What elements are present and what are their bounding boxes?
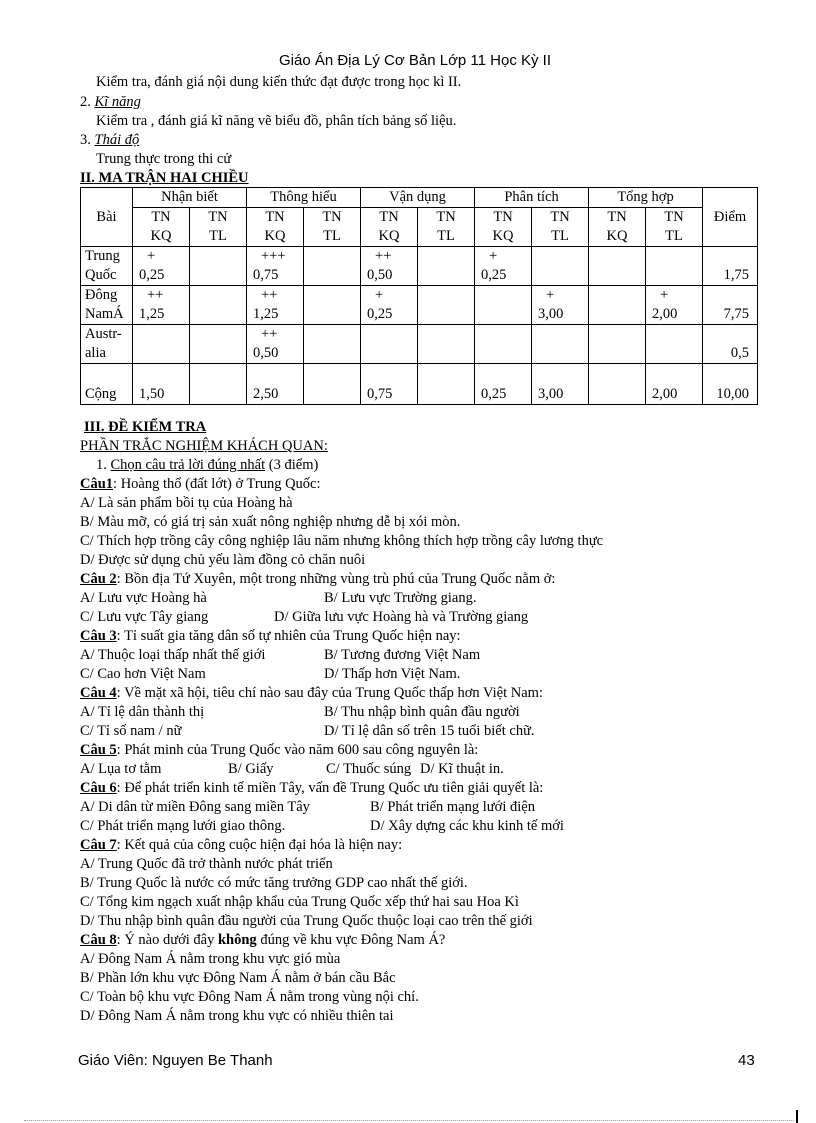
cell-value <box>422 266 474 285</box>
cell-value: 1,50 <box>139 386 165 402</box>
matrix-cell <box>532 247 589 286</box>
cell-mark <box>650 325 702 344</box>
sub-header: TN KQ <box>247 208 304 247</box>
question-text: : Kết quả của công cuộc hiện đại hóa là hiện nay: <box>116 837 403 853</box>
cell-mark <box>422 286 474 305</box>
question-text: : Phát minh của Trung Quốc vào năm 600 sau công nguyên là: <box>116 742 479 758</box>
q6-option-d: D/ Xây dựng các khu kinh tế mới <box>370 818 564 834</box>
matrix-sub-row <box>81 208 758 247</box>
matrix-cell <box>589 325 646 364</box>
cell-value <box>650 266 702 285</box>
cell-value <box>308 266 360 285</box>
q2-option-a: A/ Lưu vực Hoàng hà <box>80 590 207 606</box>
q8-option-a: A/ Đông Nam Á nằm trong khu vực gió mùa <box>80 951 341 967</box>
matrix-cell <box>646 247 703 286</box>
matrix-cell <box>247 364 304 405</box>
q7-option-d: D/ Thu nhập bình quân đầu người của Trung Quốc thuộc loại cao trên thế giới <box>80 913 533 929</box>
cell-value <box>650 344 702 363</box>
matrix-cell <box>190 247 247 286</box>
row-name-line-2: alia <box>85 345 106 361</box>
matrix-cell <box>418 364 475 405</box>
question-label: Câu 7 <box>80 837 117 853</box>
matrix-cell <box>646 286 703 325</box>
matrix-cell <box>475 286 532 325</box>
matrix-cell <box>532 286 589 325</box>
cell-value: 0,50 <box>367 267 393 283</box>
row-total: 10,00 <box>703 364 758 405</box>
matrix-cell <box>418 286 475 325</box>
sub-header: TN KQ <box>475 208 532 247</box>
sub-header: TN KQ <box>361 208 418 247</box>
section-3-title-text: III. ĐỀ KIỂM TRA <box>84 419 207 435</box>
cell-mark <box>251 364 303 385</box>
cell-value <box>536 266 588 285</box>
q1-option-b: B/ Màu mỡ, có giá trị sản xuất nông nghiệp nhưng dễ bị xói mòn. <box>80 514 461 530</box>
question-text: : Về mặt xã hội, tiêu chí nào sau đây của Trung Quốc thấp hơn Việt Nam: <box>116 685 543 701</box>
instruction-rest: (3 điểm) <box>265 457 319 473</box>
q8-option-d: D/ Đông Nam Á nằm trong khu vực có nhiều thiên tai <box>80 1008 394 1024</box>
cell-value <box>422 305 474 324</box>
cell-value: 0,75 <box>367 386 393 402</box>
cell-mark <box>593 364 645 385</box>
matrix-cell <box>247 325 304 364</box>
matrix-cell <box>190 286 247 325</box>
page-bottom-divider <box>24 1120 794 1121</box>
cell-value: 0,25 <box>481 267 507 283</box>
cell-value <box>479 344 531 363</box>
sub-header: TN KQ <box>589 208 646 247</box>
q7-option-c: C/ Tổng kim ngạch xuất nhập khẩu của Trung Quốc xếp thứ hai sau Hoa Kì <box>80 894 519 910</box>
row-name-line-1: Austr- <box>85 326 122 342</box>
row-name-line-1: Đông <box>85 287 118 303</box>
cell-mark: + <box>660 287 669 303</box>
sub-header: TN TL <box>646 208 703 247</box>
cell-mark <box>536 247 588 266</box>
attitude-text: Trung thực trong thi cử <box>96 151 232 167</box>
cell-mark: ++ <box>261 326 278 342</box>
question-text: : Để phát triển kinh tế miền Tây, vấn đề Trung Quốc ưu tiên giải quyết là: <box>116 780 544 796</box>
section-3-title <box>84 418 206 437</box>
question-7 <box>80 836 402 855</box>
cell-value <box>194 266 246 285</box>
row-total: 1,75 <box>703 247 758 286</box>
cell-value: 1,25 <box>253 306 279 322</box>
cell-mark: ++ <box>375 248 392 264</box>
q5-option-c: C/ Thuốc súng <box>326 761 412 777</box>
cell-mark <box>137 364 189 385</box>
row-name-line-2: NamÁ <box>85 306 124 322</box>
q1-option-c: C/ Thích hợp trồng cây công nghiệp lâu năm nhưng không thích hợp trồng cây lương thực <box>80 533 604 549</box>
cell-mark <box>479 286 531 305</box>
page-header: Giáo Án Địa Lý Cơ Bản Lớp 11 Học Kỳ II <box>278 52 552 69</box>
matrix-cell <box>247 247 304 286</box>
cell-value <box>137 344 189 363</box>
cell-mark <box>422 364 474 385</box>
cell-value: 0,25 <box>367 306 393 322</box>
cell-value: 2,00 <box>652 386 678 402</box>
matrix-cell <box>532 325 589 364</box>
cell-value <box>308 344 360 363</box>
skills-text: Kiểm tra , đánh giá kĩ năng vẽ biểu đồ, phân tích bảng số liệu. <box>96 113 457 129</box>
page-edge-mark <box>796 1110 798 1123</box>
q7-option-b: B/ Trung Quốc là nước có mức tăng trưởng GDP cao nhất thế giới. <box>80 875 468 891</box>
attitude-number: 3. <box>80 132 91 148</box>
q4-option-c: C/ Tỉ số nam / nữ <box>80 723 182 739</box>
matrix-cell <box>304 364 361 405</box>
matrix-cell <box>133 364 190 405</box>
matrix-cell <box>133 247 190 286</box>
matrix-group-row <box>81 188 758 208</box>
matrix-cell <box>361 286 418 325</box>
cell-value <box>308 305 360 324</box>
page-number: 43 <box>738 1052 755 1069</box>
cell-value <box>422 385 474 404</box>
cell-value: 2,00 <box>652 306 678 322</box>
cell-mark <box>479 325 531 344</box>
q1-option-a: A/ Là sản phẩm bồi tụ của Hoàng hà <box>80 495 293 511</box>
question-label: Câu 3 <box>80 628 117 644</box>
skills-number: 2. <box>80 94 91 110</box>
question-4 <box>80 684 543 703</box>
matrix-cell <box>646 325 703 364</box>
row-name-line-2: Cộng <box>85 386 117 402</box>
cell-mark <box>137 325 189 344</box>
cell-mark <box>194 364 246 385</box>
row-name-line-1: Trung <box>85 248 120 264</box>
matrix-cell <box>133 286 190 325</box>
cell-mark <box>365 364 417 385</box>
cell-value <box>593 266 645 285</box>
cell-mark <box>194 247 246 266</box>
cell-value <box>365 344 417 363</box>
matrix-cell <box>361 325 418 364</box>
matrix-cell <box>361 364 418 405</box>
cell-mark <box>536 325 588 344</box>
sub-header: TN TL <box>190 208 247 247</box>
cell-value <box>422 344 474 363</box>
q5-option-b: B/ Giấy <box>228 761 274 777</box>
cell-value <box>593 385 645 404</box>
question-text-end: đúng về khu vực Đông Nam Á? <box>256 932 446 948</box>
cell-value <box>194 344 246 363</box>
cell-value: 2,50 <box>253 386 279 402</box>
matrix-cell <box>190 364 247 405</box>
matrix-cell <box>589 364 646 405</box>
cell-value <box>479 305 531 324</box>
question-2 <box>80 570 555 589</box>
cell-mark <box>422 247 474 266</box>
row-name-cell <box>81 325 133 364</box>
question-5 <box>80 741 478 760</box>
question-label: Câu 6 <box>80 780 117 796</box>
cell-mark <box>365 325 417 344</box>
attitude-heading <box>80 131 139 150</box>
cell-mark: + <box>546 287 555 303</box>
cell-mark <box>536 364 588 385</box>
row-name-line-1 <box>85 364 132 385</box>
matrix-cell <box>589 286 646 325</box>
sub-header: TN KQ <box>133 208 190 247</box>
group-tong-hop: Tổng hợp <box>589 188 703 208</box>
q3-option-a: A/ Thuộc loại thấp nhất thế giới <box>80 647 266 663</box>
matrix-cell <box>589 247 646 286</box>
matrix-cell <box>190 325 247 364</box>
cell-value <box>194 385 246 404</box>
instruction-emphasis: Chọn câu trả lời đúng nhất <box>110 457 266 473</box>
question-text: : Hoàng thổ (đất lớt) ở Trung Quốc: <box>113 476 321 492</box>
matrix-row <box>81 286 758 325</box>
matrix-cell <box>475 364 532 405</box>
matrix-cell <box>304 286 361 325</box>
sub-header: TN TL <box>418 208 475 247</box>
sub-header: TN TL <box>532 208 589 247</box>
skills-heading <box>80 93 141 112</box>
sub-header: TN TL <box>304 208 361 247</box>
cell-mark <box>479 364 531 385</box>
section-2-title: II. MA TRẬN HAI CHIỀU <box>80 170 249 186</box>
matrix-cell <box>304 325 361 364</box>
q4-option-b: B/ Thu nhập bình quân đầu người <box>324 704 520 720</box>
row-name-cell <box>81 286 133 325</box>
group-thong-hieu: Thông hiểu <box>247 188 361 208</box>
cell-mark <box>308 247 360 266</box>
footer-teacher: Giáo Viên: Nguyen Be Thanh <box>78 1052 273 1069</box>
matrix-cell <box>304 247 361 286</box>
group-nhan-biet: Nhận biết <box>133 188 247 208</box>
q6-option-c: C/ Phát triển mạng lưới giao thông. <box>80 818 286 834</box>
q2-option-d: D/ Giữa lưu vực Hoàng hà và Trường giang <box>274 609 529 625</box>
cell-mark <box>422 325 474 344</box>
cell-value: 3,00 <box>538 386 564 402</box>
question-label: Câu 2 <box>80 571 117 587</box>
cell-mark <box>194 286 246 305</box>
question-text: : Bồn địa Tứ Xuyên, một trong những vùng trù phú của Trung Quốc nằm ở: <box>116 571 556 587</box>
cell-value: 0,25 <box>481 386 507 402</box>
matrix-row <box>81 364 758 405</box>
cell-value: 0,75 <box>253 267 279 283</box>
skills-title: Kĩ năng <box>94 94 141 110</box>
q6-option-b: B/ Phát triển mạng lưới điện <box>370 799 535 815</box>
matrix-cell <box>247 286 304 325</box>
matrix-cell <box>418 325 475 364</box>
row-name-cell <box>81 364 133 405</box>
q3-option-b: B/ Tương đương Việt Nam <box>324 647 481 663</box>
q6-option-a: A/ Di dân từ miền Đông sang miền Tây <box>80 799 310 815</box>
cell-mark: ++ <box>147 287 164 303</box>
cell-mark <box>593 325 645 344</box>
q2-option-c: C/ Lưu vực Tây giang <box>80 609 209 625</box>
q4-option-a: A/ Tỉ lệ dân thành thị <box>80 704 205 720</box>
row-name-line-2: Quốc <box>85 267 117 283</box>
cell-value <box>194 305 246 324</box>
matrix-cell <box>646 364 703 405</box>
cell-mark: ++ <box>261 287 278 303</box>
question-text: : Ý nào dưới đây <box>116 932 218 948</box>
cell-mark: + <box>147 248 156 264</box>
cell-mark <box>593 286 645 305</box>
q4-option-d: D/ Tỉ lệ dân số trên 15 tuổi biết chữ. <box>324 723 535 739</box>
q5-option-d: D/ Kĩ thuật in. <box>420 761 504 777</box>
cell-mark: +++ <box>261 248 286 264</box>
cell-value: 0,50 <box>253 345 279 361</box>
q5-option-a: A/ Lụa tơ tằm <box>80 761 162 777</box>
q3-option-d: D/ Thấp hơn Việt Nam. <box>324 666 461 682</box>
cell-mark: + <box>375 287 384 303</box>
cell-value <box>593 344 645 363</box>
matrix-cell <box>532 364 589 405</box>
cell-value: 0,25 <box>139 267 165 283</box>
question-3 <box>80 627 461 646</box>
row-total: 7,75 <box>703 286 758 325</box>
cell-mark <box>308 325 360 344</box>
question-6 <box>80 779 543 798</box>
question-1 <box>80 475 321 494</box>
q7-option-a: A/ Trung Quốc đã trở thành nước phát triển <box>80 856 333 872</box>
q1-option-d: D/ Được sử dụng chủ yếu làm đồng cỏ chăn nuôi <box>80 552 366 568</box>
matrix-cell <box>133 325 190 364</box>
cell-value <box>536 344 588 363</box>
cell-mark <box>593 247 645 266</box>
q3-option-c: C/ Cao hơn Việt Nam <box>80 666 206 682</box>
cell-mark <box>194 325 246 344</box>
q2-option-b: B/ Lưu vực Trường giang. <box>324 590 477 606</box>
cell-mark <box>650 364 702 385</box>
question-8 <box>80 931 445 950</box>
question-label: Câu1 <box>80 476 114 492</box>
cell-mark <box>308 364 360 385</box>
question-label: Câu 5 <box>80 742 117 758</box>
col-diem: Điểm <box>703 188 758 247</box>
q8-option-b: B/ Phần lớn khu vực Đông Nam Á nằm ở bán cầu Bắc <box>80 970 396 986</box>
part-title: PHẦN TRẮC NGHIỆM KHÁCH QUAN: <box>80 438 328 454</box>
matrix-cell <box>361 247 418 286</box>
matrix-row <box>81 247 758 286</box>
matrix-row <box>81 325 758 364</box>
group-van-dung: Vận dụng <box>361 188 475 208</box>
cell-mark <box>308 286 360 305</box>
row-total: 0,5 <box>703 325 758 364</box>
matrix-cell <box>475 247 532 286</box>
cell-mark: + <box>489 248 498 264</box>
matrix-table <box>80 187 758 405</box>
instruction-number: 1. <box>96 457 107 473</box>
matrix-cell <box>418 247 475 286</box>
cell-value: 1,25 <box>139 306 165 322</box>
instruction <box>96 456 318 475</box>
cell-value <box>308 385 360 404</box>
question-label: Câu 4 <box>80 685 117 701</box>
question-emphasis: không <box>217 932 257 948</box>
cell-value: 3,00 <box>538 306 564 322</box>
group-phan-tich: Phân tích <box>475 188 589 208</box>
attitude-title: Thái độ <box>94 132 140 148</box>
col-bai: Bài <box>81 188 133 247</box>
question-label: Câu 8 <box>80 932 117 948</box>
cell-mark <box>650 247 702 266</box>
cell-value <box>593 305 645 324</box>
intro-line-1: Kiểm tra, đánh giá nội dung kiến thức đạt được trong học kì II. <box>96 74 462 90</box>
question-text: : Tỉ suất gia tăng dân số tự nhiên của Trung Quốc hiện nay: <box>116 628 461 644</box>
matrix-cell <box>475 325 532 364</box>
row-name-cell <box>81 247 133 286</box>
q8-option-c: C/ Toàn bộ khu vực Đông Nam Á nằm trong vùng nội chí. <box>80 989 419 1005</box>
